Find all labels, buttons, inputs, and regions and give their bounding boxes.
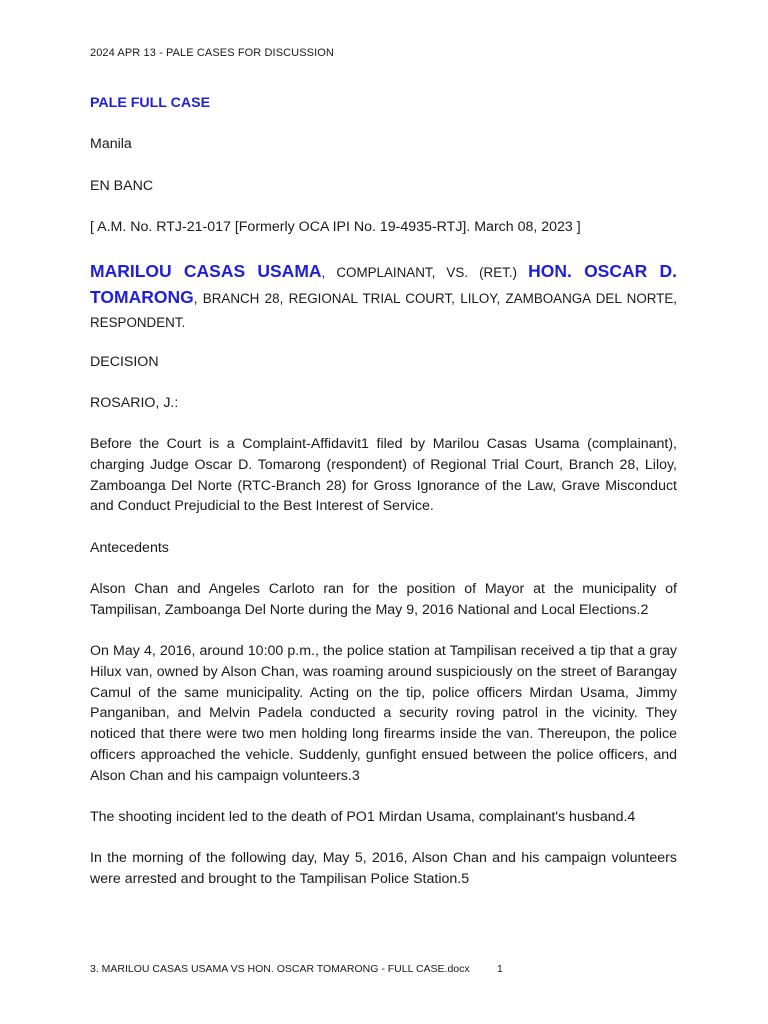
respondent-role: , BRANCH 28, REGIONAL TRIAL COURT, LILOY, ZAMBOANGA DEL NORTE, RESPONDENT. <box>90 290 677 330</box>
page-header: 2024 APR 13 - PALE CASES FOR DISCUSSION <box>90 47 334 59</box>
division: EN BANC <box>90 177 154 194</box>
paragraph: Before the Court is a Complaint-Affidavit1 filed by Marilou Casas Usama (complainant), charging Judge Oscar D. Tomarong (respondent) of Regional Trial Court, Branch 28, Liloy, Zamboanga Del Norte (RTC-Branch 28) for Gross Ignorance of the Law, Grave Misconduct and Conduct Prejudicial to the Best Interest of Service. <box>90 436 677 515</box>
complainant-role: , COMPLAINANT, VS. (RET.) <box>321 264 529 280</box>
paragraph: On May 4, 2016, around 10:00 p.m., the police station at Tampilisan received a tip that a gray Hilux van, owned by Alson Chan, was roaming around suspiciously on the street of Barangay Camul of the same municipality. Acting on the tip, police officers Mirdan Usama, Jimmy Panganiban, and Melvin Padela conducted a security roving patrol in the vicinity. They noticed that there were two men holding long firearms inside the van. Thereupon, the police officers approached the vehicle. Suddenly, gunfight ensued between the police officers, and Alson Chan and his campaign volunteers.3 <box>90 643 677 784</box>
complainant-name: MARILOU CASAS USAMA <box>90 260 322 281</box>
ponente: ROSARIO, J.: <box>90 394 179 411</box>
paragraph: The shooting incident led to the death of PO1 Mirdan Usama, complainant's husband.4 <box>90 808 636 825</box>
respondent-name: HON. OSCAR D. TOMARONG <box>90 260 677 307</box>
case-caption <box>90 259 677 335</box>
document-body <box>90 93 677 910</box>
page-number: 1 <box>497 963 503 975</box>
place: Manila <box>90 136 132 153</box>
docket-number: [ A.M. No. RTJ-21-017 [Formerly OCA IPI No. 19-4935-RTJ]. March 08, 2023 ] <box>90 219 581 236</box>
decision-heading: DECISION <box>90 353 159 370</box>
paragraph: In the morning of the following day, May 5, 2016, Alson Chan and his campaign volunteers were arrested and brought to the Tampilisan Police Station.5 <box>90 850 677 888</box>
case-label: PALE FULL CASE <box>90 95 211 111</box>
paragraph: Alson Chan and Angeles Carloto ran for the position of Mayor at the municipality of Tampilisan, Zamboanga Del Norte during the May 9, 2016 National and Local Elections.2 <box>90 581 677 618</box>
antecedents-heading: Antecedents <box>90 539 169 556</box>
page-footer: 3. MARILOU CASAS USAMA VS HON. OSCAR TOMARONG - FULL CASE.docx <box>90 963 470 975</box>
